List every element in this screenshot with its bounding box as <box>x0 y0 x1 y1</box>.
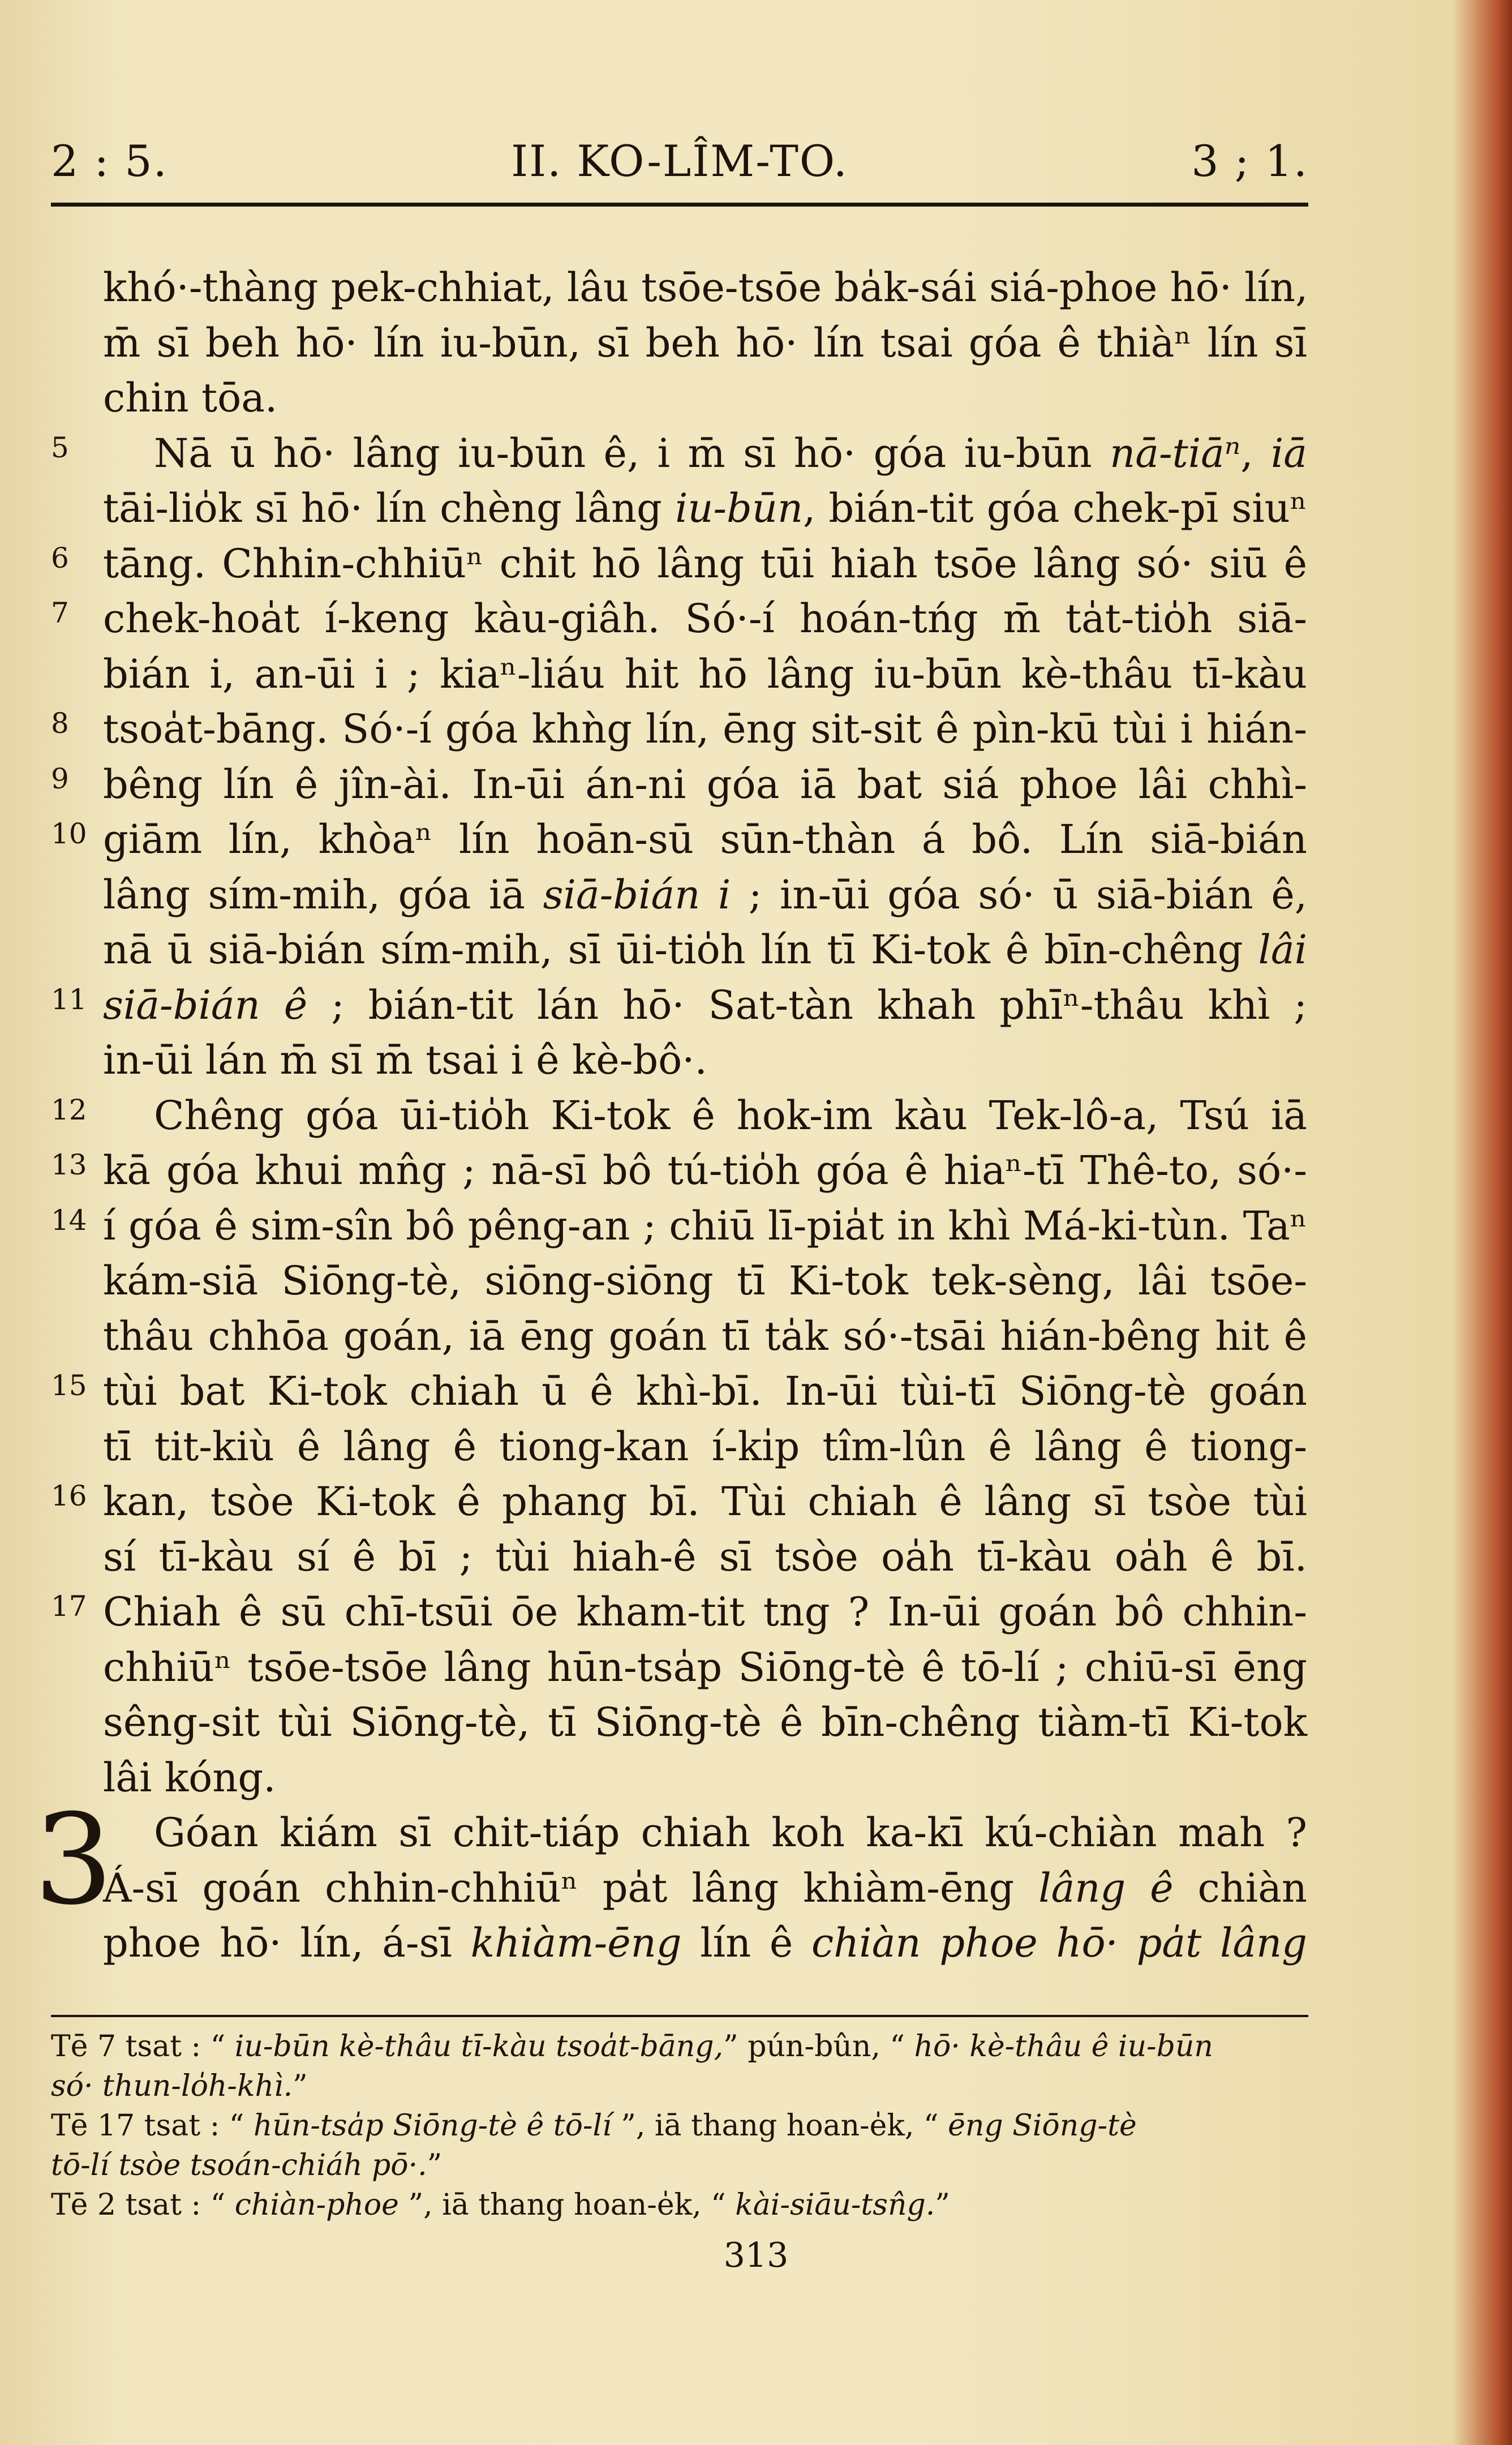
italic-phrase: iu-būn <box>675 485 804 531</box>
footnote-text: ” pún-bûn, “ <box>723 2030 914 2064</box>
verse-number: 10 <box>51 817 87 850</box>
verse-number: 9 <box>51 762 69 795</box>
text-line <box>51 812 1307 868</box>
running-header <box>51 136 1308 192</box>
verse-number: 16 <box>51 1479 87 1512</box>
text-line <box>103 1033 1307 1088</box>
text-line <box>51 1143 1307 1199</box>
text-line <box>103 647 1307 702</box>
text-line <box>51 1199 1307 1254</box>
line-text: khó·-thàng pek-chhiat, lâu tsōe-tsōe ba̍k-sái siá-phoe hō· lín, <box>103 264 1308 311</box>
line-text: lâi kóng. <box>103 1754 276 1801</box>
italic-phrase: nā-tiāⁿ <box>1110 430 1241 477</box>
line-text: tsoa̍t-bāng. Só·-í góa khǹg lín, ēng sit-sit ê pìn-kū tùi i hián- <box>103 706 1307 752</box>
footnote-italic: kài-siāu-tsn̂g. <box>735 2188 935 2222</box>
footnote-line <box>51 2184 1308 2227</box>
verse-number: 14 <box>51 1203 87 1237</box>
italic-phrase: siā-bián ê <box>103 981 308 1028</box>
line-text: ; bián-tit lán hō· Sat-tàn khah phīⁿ-thâu khì ; <box>307 981 1307 1028</box>
text-line <box>51 591 1307 647</box>
text-line <box>103 923 1307 978</box>
line-text: in-ūi lán m̄ sī m̄ tsai i ê kè-bô·. <box>103 1037 707 1083</box>
line-text: chek-hoa̍t í-keng kàu-giâh. Só·-í hoán-tńg m̄ ta̍t-tio̍h siā- <box>103 595 1307 642</box>
line-text: Chiah ê sū chī-tsūi ōe kham-tit tng ? In-ūi goán bô chhin- <box>103 1589 1307 1635</box>
line-text: chin tōa. <box>103 375 278 421</box>
text-line <box>51 1088 1307 1144</box>
text-line <box>103 868 1307 923</box>
footnote-italic: iu-būn kè-thâu tī-kàu tsoa̍t-bāng, <box>234 2030 724 2064</box>
footnote-line <box>51 2104 1308 2147</box>
header-left-reference: 2 : 5. <box>51 136 168 186</box>
verse-number: 15 <box>51 1369 87 1402</box>
text-line <box>51 426 1307 482</box>
text-line <box>103 1751 1307 1806</box>
verse-number: 8 <box>51 707 69 740</box>
italic-phrase: lâi <box>1258 926 1307 973</box>
verse-number: 13 <box>51 1148 87 1181</box>
line-text: Góan kiám sī chit-tiáp chiah koh ka-kī kú-chiàn mah ? <box>154 1809 1307 1856</box>
italic-phrase: iā <box>1270 430 1307 477</box>
line-text: thâu chhōa goán, iā ēng goán tī ta̍k só·-tsāi hián-bêng hit ê <box>103 1312 1307 1359</box>
line-text: lâng sím-mih, góa iā <box>103 871 543 918</box>
text-line <box>103 481 1307 537</box>
line-text: phoe hō· lín, á-sī <box>103 1920 471 1966</box>
text-line <box>103 1861 1307 1916</box>
line-text: m̄ sī beh hō· lín iu-būn, sī beh hō· lín tsai góa ê thiàⁿ lín sī <box>103 319 1307 366</box>
text-line <box>103 371 1307 426</box>
text-line <box>103 260 1307 316</box>
footnote-italic: chiàn-phoe <box>234 2188 399 2222</box>
text-line <box>103 1309 1307 1365</box>
footnote-text: ” <box>935 2188 950 2222</box>
verse-number: 17 <box>51 1590 87 1623</box>
header-rule <box>51 203 1308 207</box>
verse-number: 5 <box>51 431 69 464</box>
footnote-text: ”, iā thang hoan-e̍k, “ <box>398 2188 736 2222</box>
text-line <box>103 316 1307 371</box>
line-text: chhiūⁿ tsōe-tsōe lâng hūn-tsa̍p Siōng-tè ê tō-lí ; chiū-sī ēng <box>103 1644 1307 1691</box>
line-text: sêng-sit tùi Siōng-tè, tī Siōng-tè ê bīn-chêng tiàm-tī Ki-tok <box>103 1699 1307 1745</box>
text-line <box>103 1254 1307 1309</box>
footnote-text: ” <box>293 2069 308 2103</box>
line-text: sí tī-kàu sí ê bī ; tùi hiah-ê sī tsòe oa̍h tī-kàu oa̍h ê bī. <box>103 1533 1307 1580</box>
scripture-text <box>34 260 1308 1971</box>
footnote-text: ”, iā thang hoan-e̍k, “ <box>611 2109 948 2143</box>
text-line <box>103 1916 1307 1971</box>
line-text: giām lín, khòaⁿ lín hoān-sū sūn-thàn á bô. Lín siā-bián <box>103 816 1307 863</box>
text-line <box>51 978 1307 1033</box>
line-text: tùi bat Ki-tok chiah ū ê khì-bī. In-ūi tùi-tī Siōng-tè goán <box>103 1368 1307 1414</box>
line-text: kám-siā Siōng-tè, siōng-siōng tī Ki-tok tek-sèng, lâi tsōe- <box>103 1258 1307 1304</box>
line-text: tī tit-kiù ê lâng ê tiong-kan í-ki̍p tîm-lûn ê lâng ê tiong- <box>103 1423 1307 1470</box>
italic-phrase: siā-bián i <box>543 871 731 918</box>
verse-number: 7 <box>51 597 69 629</box>
text-line <box>103 1640 1307 1696</box>
footnote-text: Tē 2 tsat : “ <box>51 2188 235 2222</box>
footnote-italic: hō· kè-thâu ê iu-būn <box>914 2030 1213 2064</box>
footnote-line <box>51 2025 1308 2068</box>
text-line <box>51 1364 1307 1419</box>
verse-number: 6 <box>51 541 69 574</box>
line-text: Nā ū hō· lâng iu-būn ê, i m̄ sī hō· góa iu-būn <box>154 430 1110 477</box>
line-text: chiàn <box>1173 1864 1308 1911</box>
text-line <box>51 537 1307 592</box>
footnote-rule <box>51 2015 1308 2017</box>
footnote-italic: hūn-tsa̍p Siōng-tè ê tō-lí <box>253 2109 612 2143</box>
footnote-italic: tō-lí tsòe tsoán-chiáh pō·. <box>51 2148 427 2182</box>
line-text: kā góa khui mn̂g ; nā-sī bô tú-tio̍h góa ê hiaⁿ-tī Thê-to, só·- <box>103 1147 1307 1194</box>
header-right-reference: 3 ; 1. <box>1191 136 1308 186</box>
line-text: , <box>1240 430 1271 477</box>
text-line <box>103 1695 1307 1751</box>
line-text: tāng. Chhin-chhiūⁿ chit hō lâng tūi hiah tsōe lâng só· siū ê <box>103 540 1307 587</box>
verse-number: 11 <box>51 983 87 1016</box>
line-text: Chêng góa ūi-tio̍h Ki-tok ê hok-im kàu Tek-lô-a, Tsú iā <box>154 1092 1307 1139</box>
footnote-text: Tē 7 tsat : “ <box>51 2030 235 2064</box>
line-text: í góa ê sim-sîn bô pêng-an ; chiū lī-pia̍t in khì Má-ki-tùn. Taⁿ <box>103 1202 1307 1249</box>
line-text: nā ū siā-bián sím-mih, sī ūi-tio̍h lín tī Ki-tok ê bīn-chêng <box>103 926 1258 973</box>
footnote-text: ” <box>427 2148 443 2182</box>
text-line <box>103 1530 1307 1585</box>
italic-phrase: lâng ê <box>1038 1864 1174 1911</box>
footnote-italic: só· thun-lo̍h-khì. <box>51 2069 293 2103</box>
text-line <box>51 1474 1307 1530</box>
text-line <box>51 702 1307 757</box>
line-text: bián i, an-ūi i ; kiaⁿ-liáu hit hō lâng iu-būn kè-thâu tī-kàu <box>103 650 1307 697</box>
footnote-line <box>51 2065 1308 2108</box>
footnote-italic: ēng Siōng-tè <box>948 2109 1137 2143</box>
italic-phrase: chiàn phoe hō· pa̍t lâng <box>811 1920 1307 1966</box>
italic-phrase: khiàm-ēng <box>470 1920 682 1966</box>
text-line <box>51 1585 1307 1640</box>
text-line <box>51 757 1307 813</box>
footnote-text: Tē 17 tsat : “ <box>51 2109 254 2143</box>
line-text: kan, tsòe Ki-tok ê phang bī. Tùi chiah ê lâng sī tsòe tùi <box>103 1478 1307 1525</box>
line-text: ; in-ūi góa só· ū siā-bián ê, <box>731 871 1307 918</box>
line-text: lín ê <box>681 1920 812 1966</box>
line-text: , bián-tit góa chek-pī siuⁿ <box>803 485 1308 531</box>
header-book-title: II. KO-LÎM-TO. <box>511 136 848 186</box>
verse-number: 12 <box>51 1093 87 1126</box>
footnote-line <box>51 2144 1308 2187</box>
text-line <box>103 1419 1307 1475</box>
line-text: Á-sī goán chhin-chhiūⁿ pa̍t lâng khiàm-ēng <box>103 1864 1039 1911</box>
line-text: bêng lín ê jîn-ài. In-ūi án-ni góa iā bat siá phoe lâi chhì- <box>103 761 1307 808</box>
page-number: 313 <box>723 2236 789 2275</box>
line-text: tāi-lio̍k sī hō· lín chèng lâng <box>103 485 675 531</box>
chapter-number: 3 <box>34 1787 113 1932</box>
